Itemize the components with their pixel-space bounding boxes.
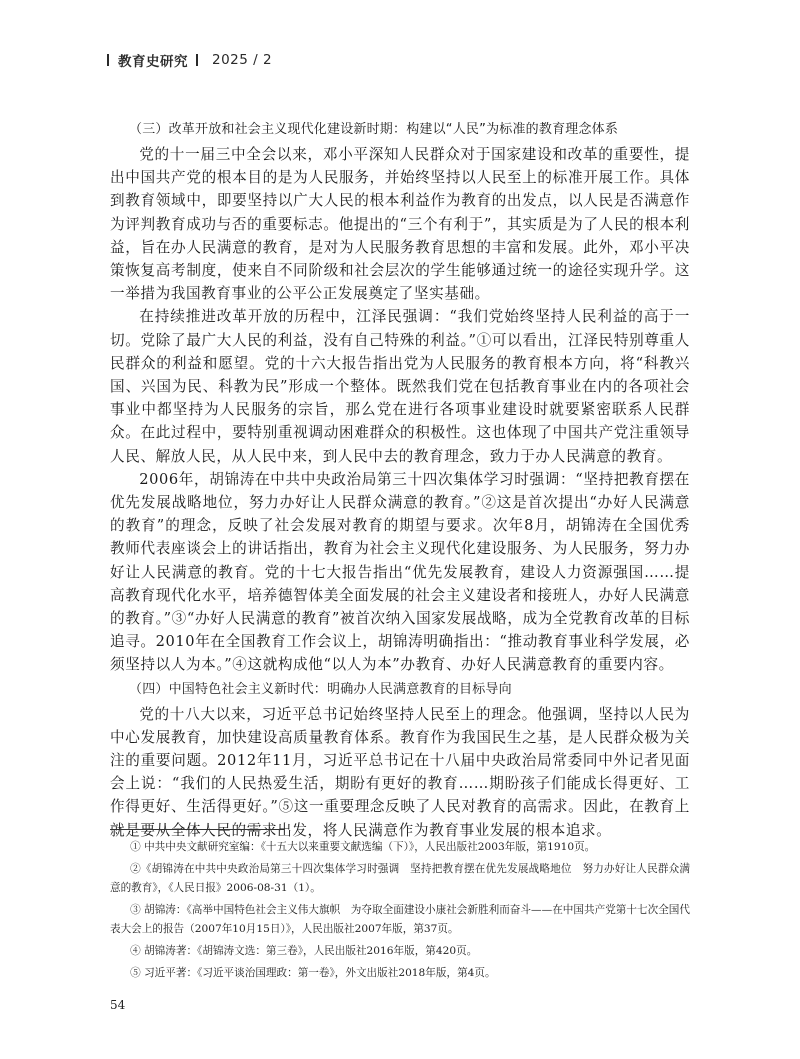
footnote-2: ②《胡锦涛在中共中央政治局第三十四次集体学习时强调 坚持把教育摆在优先发展战略地位 努力办好让人民群众满意的教育》，《人民日报》2006-08-31（1）。: [110, 863, 690, 894]
paragraph: 2006年，胡锦涛在中共中央政治局第三十四次集体学习时强调：“坚持把教育摆在优先发展战略地位，努力办好让人民群众满意的教育。”②这是首次提出“办好人民满意的教育”的理念，反映了社会发展对教育的期望与要求。次年8月，胡锦涛在全国优秀教师代表座谈会上的讲话指出，教育为社会主义现代化建设服务、为人民服务，努力办好让人民满意的教育。党的十七大报告指出“优先发展教育，建设人力资源强国……提高教育现代化水平，培养德智体美全面发展的社会主义建设者和接班人，办好人民满意的教育。”③“办好人民满意的教育”被首次纳入国家发展战略，成为全党教育改革的目标追寻。2010年在全国教育工作会议上，胡锦涛明确指出：“推动教育事业科学发展，必须坚持以人为本。”④这就构成他“以人为本”办教育、办好人民满意教育的重要内容。: [110, 470, 690, 674]
issue-number: 2025 / 2: [212, 52, 273, 68]
footnotes: [110, 838, 690, 987]
header-bar-left: [107, 54, 109, 66]
paragraph: 党的十一届三中全会以来，邓小平深知人民群众对于国家建设和改革的重要性，提出中国共产党的根本目的是为人民服务，并始终坚持以人民至上的标准开展工作。具体到教育领域中，即要坚持以广大人民的根本利益作为教育的出发点，以人民是否满意作为评判教育成功与否的重要标志。他提出的“三个有利于”，其实质是为了人民的根本利益，旨在办人民满意的教育，是对为人民服务教育思想的丰富和发展。此外，邓小平决策恢复高考制度，使来自不同阶级和社会层次的学生能够通过统一的途径实现升学。这一举措为我国教育事业的公平公正发展奠定了坚实基础。: [110, 146, 690, 303]
footnote-4: ④ 胡锦涛著：《胡锦涛文选：第三卷》，人民出版社2016年版，第420页。: [130, 945, 478, 958]
paragraph: 在持续推进改革开放的历程中，江泽民强调：“我们党始终坚持人民利益的高于一切。党除了最广大人民的利益，没有自己特殊的利益。”①可以看出，江泽民特别尊重人民群众的利益和愿望。党的十六大报告指出党为人民服务的教育根本方向，将“科教兴国、兴国为民、科教为民”形成一个整体。既然我们党在包括教育事业在内的各项社会事业中都坚持为人民服务的宗旨，那么党在进行各项事业建设时就要紧密联系人民群众。在此过程中，要特别重视调动困难群众的积极性。这也体现了中国共产党注重领导人民、解放人民，从人民中来，到人民中去的教育理念，致力于办人民满意的教育。: [110, 308, 690, 465]
journal-title: 教育史研究: [118, 54, 188, 70]
footnote-1: ① 中共中央文献研究室编：《十五大以来重要文献选编（下）》，人民出版社2003年版，第1910页。: [130, 841, 596, 853]
article-body: [110, 117, 690, 842]
paragraph: 党的十八大以来，习近平总书记始终坚持人民至上的理念。他强调，坚持以人民为中心发展教育，加快建设高质量教育体系。教育作为我国民生之基，是人民群众极为关注的重要问题。2012年11月，习近平总书记在十八届中央政治局常委同中外记者见面会上说：“我们的人民热爱生活，期盼有更好的教育……期盼孩子们能成长得更好、工作得更好、生活得更好。”⑤这一重要理念反映了人民对教育的高需求。因此，在教育上就是要从全体人民的需求出发，将人民满意作为教育事业发展的根本追求。: [110, 705, 690, 839]
running-header: [107, 50, 272, 70]
section-heading-4: （四）中国特色社会主义新时代：明确办人民满意教育的目标导向: [129, 681, 512, 697]
footnote-3: ③ 胡锦涛：《高举中国特色社会主义伟大旗帜 为夺取全面建设小康社会新胜利而奋斗——在中国共产党第十七次全国代表大会上的报告（2007年10月15日）》，人民出版社2007年版，第37页。: [110, 904, 690, 935]
footnote-5: ⑤ 习近平著：《习近平谈治国理政：第一卷》，外文出版社2018年版，第4页。: [130, 967, 496, 980]
footnote-divider: [110, 829, 284, 830]
section-heading-3: （三）改革开放和社会主义现代化建设新时期：构建以“人民”为标准的教育理念体系: [129, 122, 619, 137]
page-number: 54: [110, 998, 126, 1012]
header-bar-right: [196, 54, 198, 66]
